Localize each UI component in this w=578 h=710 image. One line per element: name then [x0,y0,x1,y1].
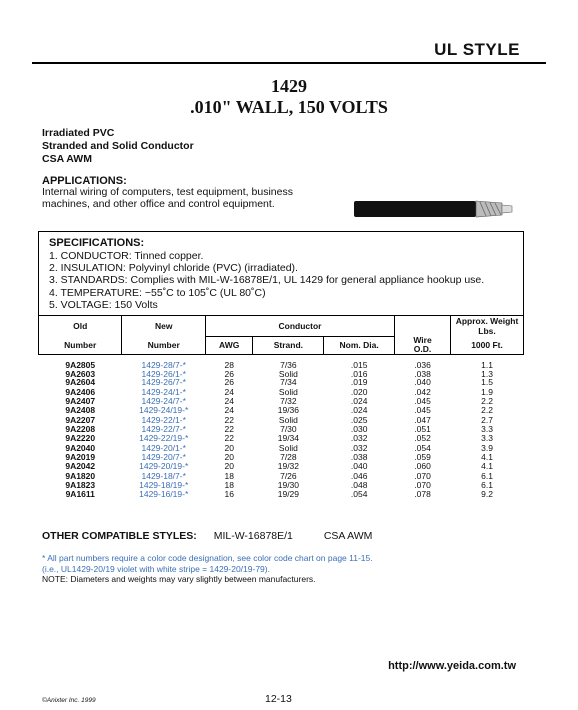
specifications-title: SPECIFICATIONS: [49,237,145,249]
cell-strand: 7/30 [280,424,297,435]
cell-dia: .019 [350,377,368,388]
header-weight: Approx. Weight Lbs. [451,316,524,337]
specifications-box [38,231,524,317]
other-style-item: CSA AWM [323,530,373,542]
spec-item: 2. INSULATION: Polyvinyl chloride (PVC) (irradiated). [49,262,298,275]
cell-dia: .054 [350,488,368,499]
cell-strand: 19/30 [277,479,300,490]
cell-old: 9A1611 [65,488,95,499]
cell-strand: Solid [278,387,298,398]
cell-old: 9A2207 [65,415,96,426]
cell-new: 1429-18/19-* [139,479,189,490]
cell-wt: 1.1 [481,359,493,370]
footnotes [42,553,522,585]
cell-strand: 7/34 [280,377,297,388]
cell-old: 9A2019 [65,451,96,462]
header-old-number: Number [39,336,122,355]
cell-od: .045 [414,405,431,416]
cell-wt: 6.1 [481,479,493,490]
cell-awg: 20 [224,443,234,454]
cell-new: 1429-18/7-* [141,470,186,481]
table-row [39,434,524,443]
spec-item: 3. STANDARDS: Complies with MIL-W-16878E/1, UL 1429 for general appliance hookup use. [49,274,485,287]
cell-dia: .015 [350,359,368,370]
cell-strand: 19/36 [277,405,300,416]
cell-old: 9A2604 [65,377,96,388]
cell-awg: 26 [224,368,234,379]
cell-new: 1429-22/1-* [141,415,186,426]
cell-awg: 22 [224,415,234,426]
header-wire-od [395,336,451,355]
cell-dia: .032 [350,433,368,444]
other-compatible-styles [42,530,400,542]
ul-style-header: UL STYLE [434,40,520,59]
header-strand: Strand. [253,336,324,355]
cell-new: 1429-22/7-* [141,424,186,435]
spec-item: 4. TEMPERATURE: −55˚C to 105˚C (UL 80˚C) [49,286,266,299]
cell-strand: 19/29 [277,488,300,499]
wire-illustration [352,189,520,229]
header-conductor: Conductor [205,316,394,337]
cell-new: 1429-26/1-* [141,368,186,379]
cell-wt: 1.9 [481,387,493,398]
website-url: http://www.yeida.com.tw [388,660,516,672]
cell-wt: 4.1 [481,460,493,471]
cell-awg: 22 [224,424,234,435]
cell-awg: 18 [224,470,234,481]
cell-new: 1429-28/7-* [141,359,186,370]
cell-awg: 16 [224,488,234,499]
cell-od: .036 [414,359,431,370]
cell-new: 1429-20/19-* [139,460,189,471]
page-number: 12-13 [265,693,292,705]
cell-od: .042 [414,387,431,398]
cell-strand: 19/32 [277,460,300,471]
cell-od: .052 [414,433,431,444]
cell-old: 9A2220 [65,433,96,444]
table-row [39,490,524,499]
spec-item: 5. VOLTAGE: 150 Volts [49,298,158,311]
applications-title: APPLICATIONS: [42,175,127,187]
footnote-note: NOTE: Diameters and weights may vary slightly between manufacturers. [42,574,316,584]
cell-old: 9A2208 [65,424,96,435]
cell-wt: 2.7 [481,415,493,426]
cell-wt: 4.1 [481,451,493,462]
cell-wt: 3.3 [481,433,493,444]
cell-awg: 18 [224,479,234,490]
header-new-number: Number [122,336,205,355]
cell-strand: 19/34 [277,433,300,444]
type-line: Stranded and Solid Conductor [42,140,194,152]
cell-awg: 24 [224,396,234,407]
cell-strand: 7/28 [280,451,297,462]
cell-old: 9A2603 [65,368,96,379]
specifications-list [49,250,484,311]
cell-dia: .032 [350,443,368,454]
cell-awg: 20 [224,451,234,462]
cell-od: .060 [414,460,431,471]
header-new: New [122,316,205,337]
cell-od: .047 [414,415,431,426]
cell-new: 1429-26/7-* [141,377,186,388]
cell-awg: 26 [224,377,234,388]
other-styles-label: OTHER COMPATIBLE STYLES: [42,530,197,542]
cell-strand: 7/32 [280,396,297,407]
cell-strand: Solid [278,415,298,426]
cell-old: 9A2805 [65,359,96,370]
header-weight-unit: 1000 Ft. [451,336,524,355]
copyright: ©Anixter Inc. 1999 [42,697,96,704]
cell-old: 9A2042 [65,460,96,471]
cell-od: .054 [414,443,431,454]
cell-wt: 1.5 [481,377,493,388]
cell-od: .078 [414,488,431,499]
cell-awg: 28 [224,359,234,370]
cell-old: 9A2040 [65,443,96,454]
spec-item: 1. CONDUCTOR: Tinned copper. [49,250,204,262]
cell-wt: 3.9 [481,443,493,454]
cell-new: 1429-24/19-* [139,405,189,416]
cell-od: .040 [414,377,431,388]
cell-strand: Solid [278,368,298,379]
cell-strand: 7/26 [280,470,297,481]
header-od: O.D. [413,344,432,354]
footnote-color-code: * All part numbers require a color code designation, see color code chart on page 11-15. [42,553,373,563]
table-row [39,355,524,370]
cell-dia: .024 [350,396,368,407]
cell-awg: 22 [224,433,234,444]
cell-dia: .040 [350,460,368,471]
header-rule [32,62,546,64]
cell-dia: .024 [350,405,368,416]
cell-wt: 2.2 [481,405,493,416]
header-nom-dia: Nom. Dia. [324,336,395,355]
model-number: 1429 [271,76,307,96]
cell-od: .038 [414,368,431,379]
cell-dia: .020 [350,387,368,398]
cell-old: 9A1820 [65,470,96,481]
cell-wt: 3.3 [481,424,493,435]
page-subtitle: .010" WALL, 150 VOLTS [190,97,388,117]
parts-table [38,315,524,499]
cell-strand: Solid [278,443,298,454]
cell-new: 1429-20/1-* [141,443,186,454]
cell-awg: 24 [224,405,234,416]
cell-od: .059 [414,451,431,462]
footnote-example: (i.e., UL1429-20/19 violet with white stripe = 1429-20/19-79). [42,563,270,574]
cell-dia: .025 [350,415,368,426]
table-row [39,462,524,471]
cell-new: 1429-22/19-* [139,433,189,444]
header-wire: Wire [413,335,432,345]
cell-dia: .016 [350,368,368,379]
cell-awg: 20 [224,460,234,471]
cell-old: 9A2406 [65,387,96,398]
type-description [42,127,194,166]
applications-text: Internal wiring of computers, test equipment, business machines, and other office and control equipment. [42,186,293,210]
cell-old: 9A1823 [65,479,96,490]
cell-wt: 2.2 [481,396,493,407]
cell-awg: 24 [224,387,234,398]
table-row [39,378,524,387]
cell-new: 1429-24/1-* [141,387,186,398]
cell-od: .051 [414,424,431,435]
cell-new: 1429-24/7-* [141,396,186,407]
cell-wt: 6.1 [481,470,493,481]
cell-wt: 9.2 [481,488,493,499]
cell-dia: .048 [350,479,368,490]
cell-dia: .038 [350,451,368,462]
cell-new: 1429-20/7-* [141,451,186,462]
cell-old: 9A2408 [65,405,96,416]
other-style-item: MIL-W-16878E/1 [213,530,293,542]
header-awg: AWG [205,336,253,355]
cell-od: .070 [414,470,431,481]
type-line: Irradiated PVC [42,127,115,139]
parts-table-body [39,355,524,499]
cell-old: 9A2407 [65,396,96,407]
cell-wt: 1.3 [481,368,493,379]
cell-strand: 7/36 [280,359,297,370]
cell-od: .045 [414,396,431,407]
cell-od: .070 [414,479,431,490]
cell-dia: .030 [350,424,368,435]
cell-new: 1429-16/19-* [139,488,189,499]
header-old: Old [39,316,122,337]
type-line: CSA AWM [42,153,92,165]
cell-dia: .046 [350,470,368,481]
table-row [39,406,524,415]
